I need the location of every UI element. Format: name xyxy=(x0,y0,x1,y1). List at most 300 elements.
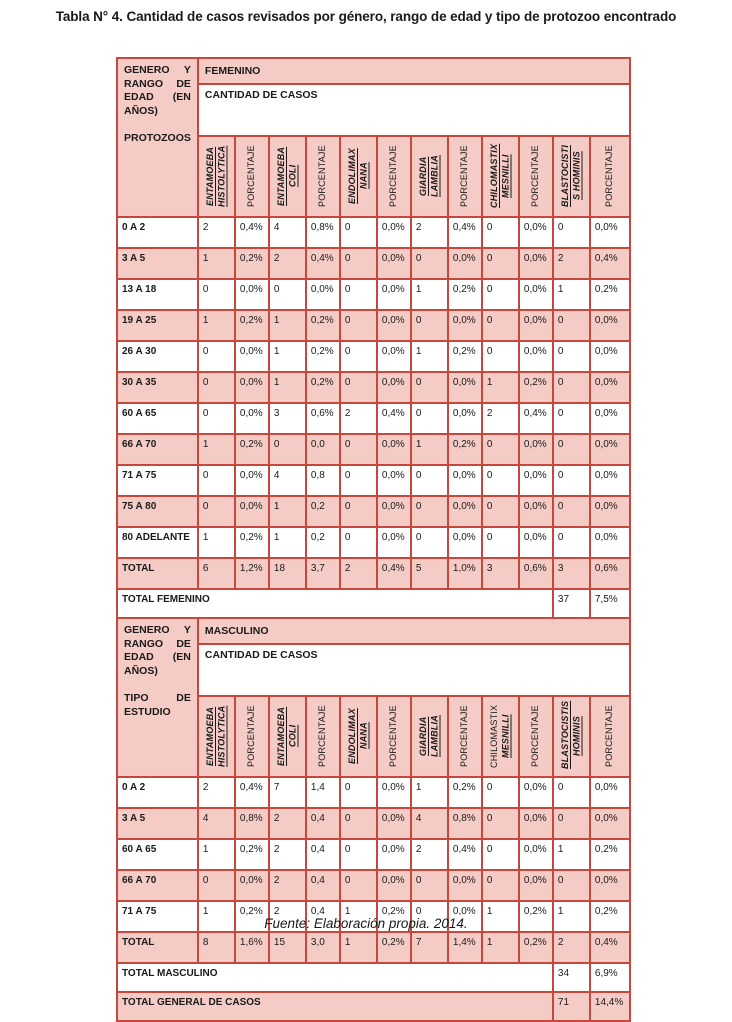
table-row-femenino xyxy=(117,310,630,341)
cell-percent: 0,6% xyxy=(306,403,340,434)
header-line: LAMBLIA xyxy=(429,155,440,197)
cell-percent: 0,0% xyxy=(590,527,630,558)
percent-column-header xyxy=(235,696,269,777)
header-line: CHILOMASTIX xyxy=(488,704,499,768)
cell-count: 0 xyxy=(553,434,590,465)
cell-percent: 0,4% xyxy=(590,248,630,279)
cell-count: 8 xyxy=(198,932,235,963)
cell-count: 0 xyxy=(198,279,235,310)
grand-total-row xyxy=(117,992,630,1021)
cell-count: 7 xyxy=(411,932,448,963)
corner-main-label: GENERO Y RANGO DE EDAD (EN AÑOS) xyxy=(124,64,191,117)
table-row-femenino xyxy=(117,527,630,558)
header-line: PORCENTAJE xyxy=(388,145,399,207)
age-range-label: 3 A 5 xyxy=(117,248,198,279)
rotated-header-text xyxy=(604,143,616,209)
cell-count: 0 xyxy=(340,217,377,248)
cell-percent: 0,2% xyxy=(590,839,630,870)
cell-count: 1 xyxy=(198,901,235,932)
age-range-label: 71 A 75 xyxy=(117,901,198,932)
header-line: ENDOLIMAX xyxy=(346,148,357,204)
cell-count: 2 xyxy=(553,248,590,279)
header-line: HISTOLYTICA xyxy=(216,145,227,207)
cell-count: 0 xyxy=(340,496,377,527)
cell-percent: 0,4% xyxy=(590,932,630,963)
cell-percent: 0,4% xyxy=(448,839,482,870)
rotated-header-text xyxy=(418,143,441,209)
cell-count: 1 xyxy=(411,341,448,372)
header-row-gender-masculino xyxy=(117,618,630,644)
cell-percent: 0,0% xyxy=(235,341,269,372)
cell-count: 0 xyxy=(482,279,519,310)
header-line: PORCENTAJE xyxy=(459,705,470,767)
cell-count: 2 xyxy=(340,558,377,589)
cell-count: 1 xyxy=(198,310,235,341)
total-count: 37 xyxy=(553,589,590,618)
cell-percent: 0,0% xyxy=(377,217,411,248)
cell-percent: 0,0% xyxy=(519,217,553,248)
rotated-header-text xyxy=(530,143,542,209)
cell-percent: 0,4% xyxy=(306,248,340,279)
cell-count: 1 xyxy=(482,932,519,963)
cell-percent: 0,0% xyxy=(448,527,482,558)
rotated-header-text xyxy=(459,143,471,209)
corner-main-label: GENERO Y RANGO DE EDAD (EN AÑOS) xyxy=(124,624,191,677)
protozoa-column-header xyxy=(340,136,377,217)
cell-count: 1 xyxy=(198,527,235,558)
total-percent: 7,5% xyxy=(590,589,630,618)
cell-count: 2 xyxy=(269,248,306,279)
cell-count: 0 xyxy=(482,870,519,901)
protozoa-column-header xyxy=(269,136,306,217)
cell-percent: 0,4% xyxy=(377,403,411,434)
header-line: PORCENTAJE xyxy=(246,145,257,207)
cell-percent: 1,4 xyxy=(306,777,340,808)
cell-count: 1 xyxy=(340,932,377,963)
cell-percent: 0,0% xyxy=(519,434,553,465)
cell-count: 1 xyxy=(269,310,306,341)
protozoa-column-header xyxy=(553,136,590,217)
age-range-label: 66 A 70 xyxy=(117,434,198,465)
cell-percent: 0,0% xyxy=(235,496,269,527)
cell-count: 0 xyxy=(482,217,519,248)
cell-percent: 0,0% xyxy=(448,870,482,901)
cell-count: 0 xyxy=(340,808,377,839)
cell-percent: 0,0% xyxy=(590,341,630,372)
header-line: HISTOLYTICA xyxy=(216,705,227,767)
rotated-header-text xyxy=(246,703,258,769)
rotated-header-text xyxy=(489,143,512,209)
percent-column-header xyxy=(519,136,553,217)
cell-count: 1 xyxy=(198,434,235,465)
rotated-header-text xyxy=(489,703,512,769)
age-range-label: TOTAL xyxy=(117,932,198,963)
cell-percent: 0,0% xyxy=(590,870,630,901)
cell-count: 4 xyxy=(269,465,306,496)
cell-percent: 0,2% xyxy=(235,901,269,932)
grand-total-label: TOTAL GENERAL DE CASOS xyxy=(117,992,553,1021)
cell-percent: 0,2% xyxy=(590,901,630,932)
cell-percent: 0,0% xyxy=(590,777,630,808)
cell-count: 18 xyxy=(269,558,306,589)
source-note: Fuente: Elaboración propia. 2014. xyxy=(264,916,468,931)
cell-count: 2 xyxy=(482,403,519,434)
cell-percent: 0,4% xyxy=(377,558,411,589)
protozoa-column-header xyxy=(553,696,590,777)
header-line: COLI xyxy=(287,164,298,188)
header-line: ENTAMOEBA xyxy=(275,706,286,766)
cell-count: 4 xyxy=(411,808,448,839)
cell-percent: 0,0% xyxy=(377,465,411,496)
gender-band-femenino: FEMENINO xyxy=(198,58,630,84)
cell-count: 0 xyxy=(411,310,448,341)
cell-percent: 0,2% xyxy=(306,310,340,341)
age-range-label: 19 A 25 xyxy=(117,310,198,341)
cell-percent: 0,0% xyxy=(235,279,269,310)
cell-percent: 0,0% xyxy=(590,372,630,403)
cell-percent: 0,0% xyxy=(377,839,411,870)
rotated-header-text xyxy=(205,703,228,769)
cell-percent: 1,6% xyxy=(235,932,269,963)
cell-percent: 0,0% xyxy=(519,496,553,527)
header-line: PORCENTAJE xyxy=(604,145,615,207)
cell-count: 0 xyxy=(411,527,448,558)
cell-count: 0 xyxy=(198,372,235,403)
cell-percent: 0,0% xyxy=(377,870,411,901)
cell-count: 0 xyxy=(198,403,235,434)
age-range-label: 0 A 2 xyxy=(117,217,198,248)
percent-column-header xyxy=(235,136,269,217)
total-percent: 6,9% xyxy=(590,963,630,992)
cell-percent: 0,2% xyxy=(306,372,340,403)
rotated-header-text xyxy=(205,143,228,209)
percent-column-header xyxy=(306,696,340,777)
header-line: PORCENTAJE xyxy=(530,705,541,767)
cell-count: 1 xyxy=(553,901,590,932)
rotated-header-text xyxy=(459,703,471,769)
protozoa-cases-table xyxy=(116,57,631,1022)
header-line: GIARDIA xyxy=(417,156,428,196)
cell-percent: 3,0 xyxy=(306,932,340,963)
cell-percent: 0,0% xyxy=(519,808,553,839)
cell-count: 1 xyxy=(269,341,306,372)
cell-percent: 0,0% xyxy=(590,403,630,434)
percent-column-header xyxy=(590,696,630,777)
cell-percent: 0,0% xyxy=(377,341,411,372)
header-line: PORCENTAJE xyxy=(388,705,399,767)
cell-percent: 0,0% xyxy=(235,870,269,901)
cell-count: 0 xyxy=(482,527,519,558)
cell-percent: 0,0% xyxy=(377,434,411,465)
header-row-gender-femenino xyxy=(117,58,630,84)
percent-column-header xyxy=(519,696,553,777)
cell-count: 1 xyxy=(411,279,448,310)
cell-count: 1 xyxy=(482,372,519,403)
rotated-header-text xyxy=(388,143,400,209)
cell-count: 0 xyxy=(340,310,377,341)
table-row-femenino xyxy=(117,217,630,248)
cell-count: 0 xyxy=(340,372,377,403)
cell-count: 0 xyxy=(482,465,519,496)
cell-percent: 0,2% xyxy=(590,279,630,310)
age-range-label: 60 A 65 xyxy=(117,839,198,870)
cell-count: 0 xyxy=(198,496,235,527)
header-line: LAMBLIA xyxy=(429,715,440,757)
page-title: Tabla N° 4. Cantidad de casos revisados por género, rango de edad y tipo de protozoo encontrado xyxy=(55,9,677,24)
cell-percent: 3,7 xyxy=(306,558,340,589)
age-range-label: 80 ADELANTE xyxy=(117,527,198,558)
age-range-label: 3 A 5 xyxy=(117,808,198,839)
corner-header-cell-femenino xyxy=(117,58,198,217)
total-row-femenino xyxy=(117,589,630,618)
cell-percent: 0,2% xyxy=(306,341,340,372)
table-row-femenino xyxy=(117,465,630,496)
age-range-label: 26 A 30 xyxy=(117,341,198,372)
cell-count: 3 xyxy=(482,558,519,589)
cell-percent: 0,8% xyxy=(448,808,482,839)
header-line: PORCENTAJE xyxy=(317,145,328,207)
header-line: HOMINIS xyxy=(571,716,582,756)
cell-percent: 0,0% xyxy=(590,434,630,465)
header-line: BLASTOCISTIS xyxy=(559,700,570,769)
table-row-femenino xyxy=(117,372,630,403)
age-range-label: 0 A 2 xyxy=(117,777,198,808)
cell-percent: 0,0% xyxy=(590,808,630,839)
cell-count: 0 xyxy=(482,341,519,372)
cell-percent: 0,0% xyxy=(519,310,553,341)
header-line: PORCENTAJE xyxy=(246,705,257,767)
cell-count: 0 xyxy=(269,434,306,465)
cell-percent: 0,0% xyxy=(519,870,553,901)
table-row-masculino xyxy=(117,932,630,963)
cell-percent: 0,8% xyxy=(306,217,340,248)
cell-percent: 0,0% xyxy=(590,310,630,341)
age-range-label: 66 A 70 xyxy=(117,870,198,901)
cell-count: 2 xyxy=(198,777,235,808)
protozoa-column-header xyxy=(482,696,519,777)
cell-count: 0 xyxy=(553,496,590,527)
cell-count: 0 xyxy=(340,434,377,465)
cell-percent: 0,2 xyxy=(306,496,340,527)
cell-count: 0 xyxy=(553,808,590,839)
cell-percent: 0,2 xyxy=(306,527,340,558)
cell-percent: 0,2% xyxy=(448,434,482,465)
cell-percent: 0,0% xyxy=(519,465,553,496)
rotated-header-text xyxy=(347,143,370,209)
cell-percent: 0,0% xyxy=(519,279,553,310)
protozoa-column-header xyxy=(198,136,235,217)
cell-percent: 0,0% xyxy=(448,403,482,434)
rotated-header-text xyxy=(276,143,299,209)
protozoa-column-header xyxy=(482,136,519,217)
cell-count: 2 xyxy=(411,839,448,870)
cell-count: 0 xyxy=(340,341,377,372)
cell-count: 6 xyxy=(198,558,235,589)
cell-percent: 0,0% xyxy=(519,248,553,279)
table-row-femenino xyxy=(117,496,630,527)
cell-percent: 0,0% xyxy=(448,372,482,403)
gender-band-masculino: MASCULINO xyxy=(198,618,630,644)
corner-header-cell-masculino xyxy=(117,618,198,777)
cell-count: 0 xyxy=(411,372,448,403)
cell-percent: 0,4 xyxy=(306,901,340,932)
cell-percent: 0,0% xyxy=(377,496,411,527)
cell-count: 1 xyxy=(269,372,306,403)
percent-column-header xyxy=(590,136,630,217)
cell-count: 0 xyxy=(553,372,590,403)
cell-count: 0 xyxy=(340,527,377,558)
cell-percent: 0,2% xyxy=(377,932,411,963)
cell-count: 0 xyxy=(553,870,590,901)
cell-count: 0 xyxy=(411,870,448,901)
rotated-header-text xyxy=(388,703,400,769)
protozoa-column-header xyxy=(269,696,306,777)
cell-percent: 0,2% xyxy=(448,279,482,310)
cell-count: 2 xyxy=(269,839,306,870)
rotated-header-text xyxy=(317,143,329,209)
protozoa-column-header xyxy=(198,696,235,777)
header-line: ENTAMOEBA xyxy=(275,146,286,206)
cell-percent: 0,2% xyxy=(519,932,553,963)
cases-band-masculino: CANTIDAD DE CASOS xyxy=(198,644,630,696)
age-range-label: 30 A 35 xyxy=(117,372,198,403)
age-range-label: TOTAL xyxy=(117,558,198,589)
total-count: 34 xyxy=(553,963,590,992)
cell-percent: 0,0% xyxy=(590,496,630,527)
cell-count: 4 xyxy=(269,217,306,248)
cell-count: 0 xyxy=(340,777,377,808)
cell-percent: 0,2% xyxy=(448,341,482,372)
cell-count: 0 xyxy=(553,777,590,808)
cell-count: 0 xyxy=(553,465,590,496)
cases-band-femenino: CANTIDAD DE CASOS xyxy=(198,84,630,136)
header-line: S HOMINIS xyxy=(571,151,582,201)
cell-percent: 0,0% xyxy=(235,372,269,403)
cell-count: 0 xyxy=(411,496,448,527)
cell-count: 2 xyxy=(269,901,306,932)
cell-count: 0 xyxy=(553,310,590,341)
header-line: ENTAMOEBA xyxy=(204,146,215,206)
percent-column-header xyxy=(306,136,340,217)
corner-sub-label: TIPO DE ESTUDIO xyxy=(124,692,191,718)
cell-percent: 0,0% xyxy=(448,248,482,279)
rotated-header-text xyxy=(559,700,583,769)
total-row-masculino xyxy=(117,963,630,992)
percent-column-header xyxy=(377,136,411,217)
cell-percent: 0,0% xyxy=(377,808,411,839)
cell-count: 1 xyxy=(411,777,448,808)
cell-count: 0 xyxy=(482,310,519,341)
cell-count: 0 xyxy=(482,808,519,839)
header-line: GIARDIA xyxy=(417,716,428,756)
rotated-header-text xyxy=(530,703,542,769)
grand-total-count: 71 xyxy=(553,992,590,1021)
cell-percent: 0,4% xyxy=(235,777,269,808)
cell-count: 0 xyxy=(340,870,377,901)
cell-count: 15 xyxy=(269,932,306,963)
cell-count: 0 xyxy=(411,248,448,279)
cell-percent: 0,0% xyxy=(448,901,482,932)
rotated-header-text xyxy=(604,703,616,769)
cell-percent: 0,8 xyxy=(306,465,340,496)
corner-sub-label: PROTOZOOS xyxy=(124,132,191,144)
cell-count: 0 xyxy=(553,217,590,248)
cell-count: 3 xyxy=(269,403,306,434)
percent-column-header xyxy=(448,136,482,217)
cell-count: 0 xyxy=(553,403,590,434)
cell-percent: 0,0% xyxy=(519,527,553,558)
cell-count: 1 xyxy=(482,901,519,932)
header-line: ENDOLIMAX xyxy=(346,708,357,764)
cell-count: 0 xyxy=(340,839,377,870)
header-line: COLI xyxy=(287,724,298,748)
cell-count: 0 xyxy=(553,341,590,372)
cell-count: 4 xyxy=(198,808,235,839)
cell-percent: 0,0% xyxy=(377,310,411,341)
header-line: PORCENTAJE xyxy=(317,705,328,767)
cell-percent: 0,0% xyxy=(377,777,411,808)
protozoa-column-header xyxy=(411,696,448,777)
cell-percent: 0,0% xyxy=(377,279,411,310)
cell-count: 0 xyxy=(198,870,235,901)
cell-count: 0 xyxy=(340,248,377,279)
cell-percent: 1,2% xyxy=(235,558,269,589)
cell-percent: 0,0% xyxy=(519,839,553,870)
cell-count: 0 xyxy=(553,527,590,558)
header-line: NANA xyxy=(358,162,369,190)
header-line: MESNILLI xyxy=(500,154,511,198)
rotated-header-text xyxy=(246,143,258,209)
age-range-label: 13 A 18 xyxy=(117,279,198,310)
cell-count: 0 xyxy=(482,839,519,870)
cell-count: 1 xyxy=(340,901,377,932)
cell-percent: 0,0% xyxy=(519,777,553,808)
cell-percent: 0,2% xyxy=(235,310,269,341)
header-line: BLASTOCISTI xyxy=(559,144,570,208)
table-row-masculino xyxy=(117,777,630,808)
cell-count: 0 xyxy=(198,341,235,372)
cell-count: 2 xyxy=(340,403,377,434)
cell-count: 2 xyxy=(269,808,306,839)
header-line: CHILOMASTIX xyxy=(488,143,499,209)
cell-count: 2 xyxy=(198,217,235,248)
rotated-header-text xyxy=(418,703,441,769)
cell-percent: 0,8% xyxy=(235,808,269,839)
cell-percent: 0,4% xyxy=(235,217,269,248)
cell-percent: 0,0% xyxy=(235,465,269,496)
cell-count: 2 xyxy=(269,870,306,901)
cell-count: 5 xyxy=(411,558,448,589)
cell-count: 1 xyxy=(411,434,448,465)
cell-percent: 0,0 xyxy=(306,434,340,465)
percent-column-header xyxy=(448,696,482,777)
cell-percent: 0,2% xyxy=(235,527,269,558)
cell-percent: 0,0% xyxy=(235,403,269,434)
header-line: ENTAMOEBA xyxy=(204,706,215,766)
cell-percent: 0,0% xyxy=(448,310,482,341)
cell-count: 0 xyxy=(411,403,448,434)
cell-percent: 0,2% xyxy=(235,839,269,870)
cell-count: 2 xyxy=(411,217,448,248)
table-row-masculino xyxy=(117,839,630,870)
cell-count: 1 xyxy=(269,527,306,558)
age-range-label: 60 A 65 xyxy=(117,403,198,434)
table-row-masculino xyxy=(117,870,630,901)
cell-percent: 0,0% xyxy=(377,527,411,558)
table-row-masculino xyxy=(117,808,630,839)
cell-percent: 0,4 xyxy=(306,808,340,839)
header-line: PORCENTAJE xyxy=(530,145,541,207)
